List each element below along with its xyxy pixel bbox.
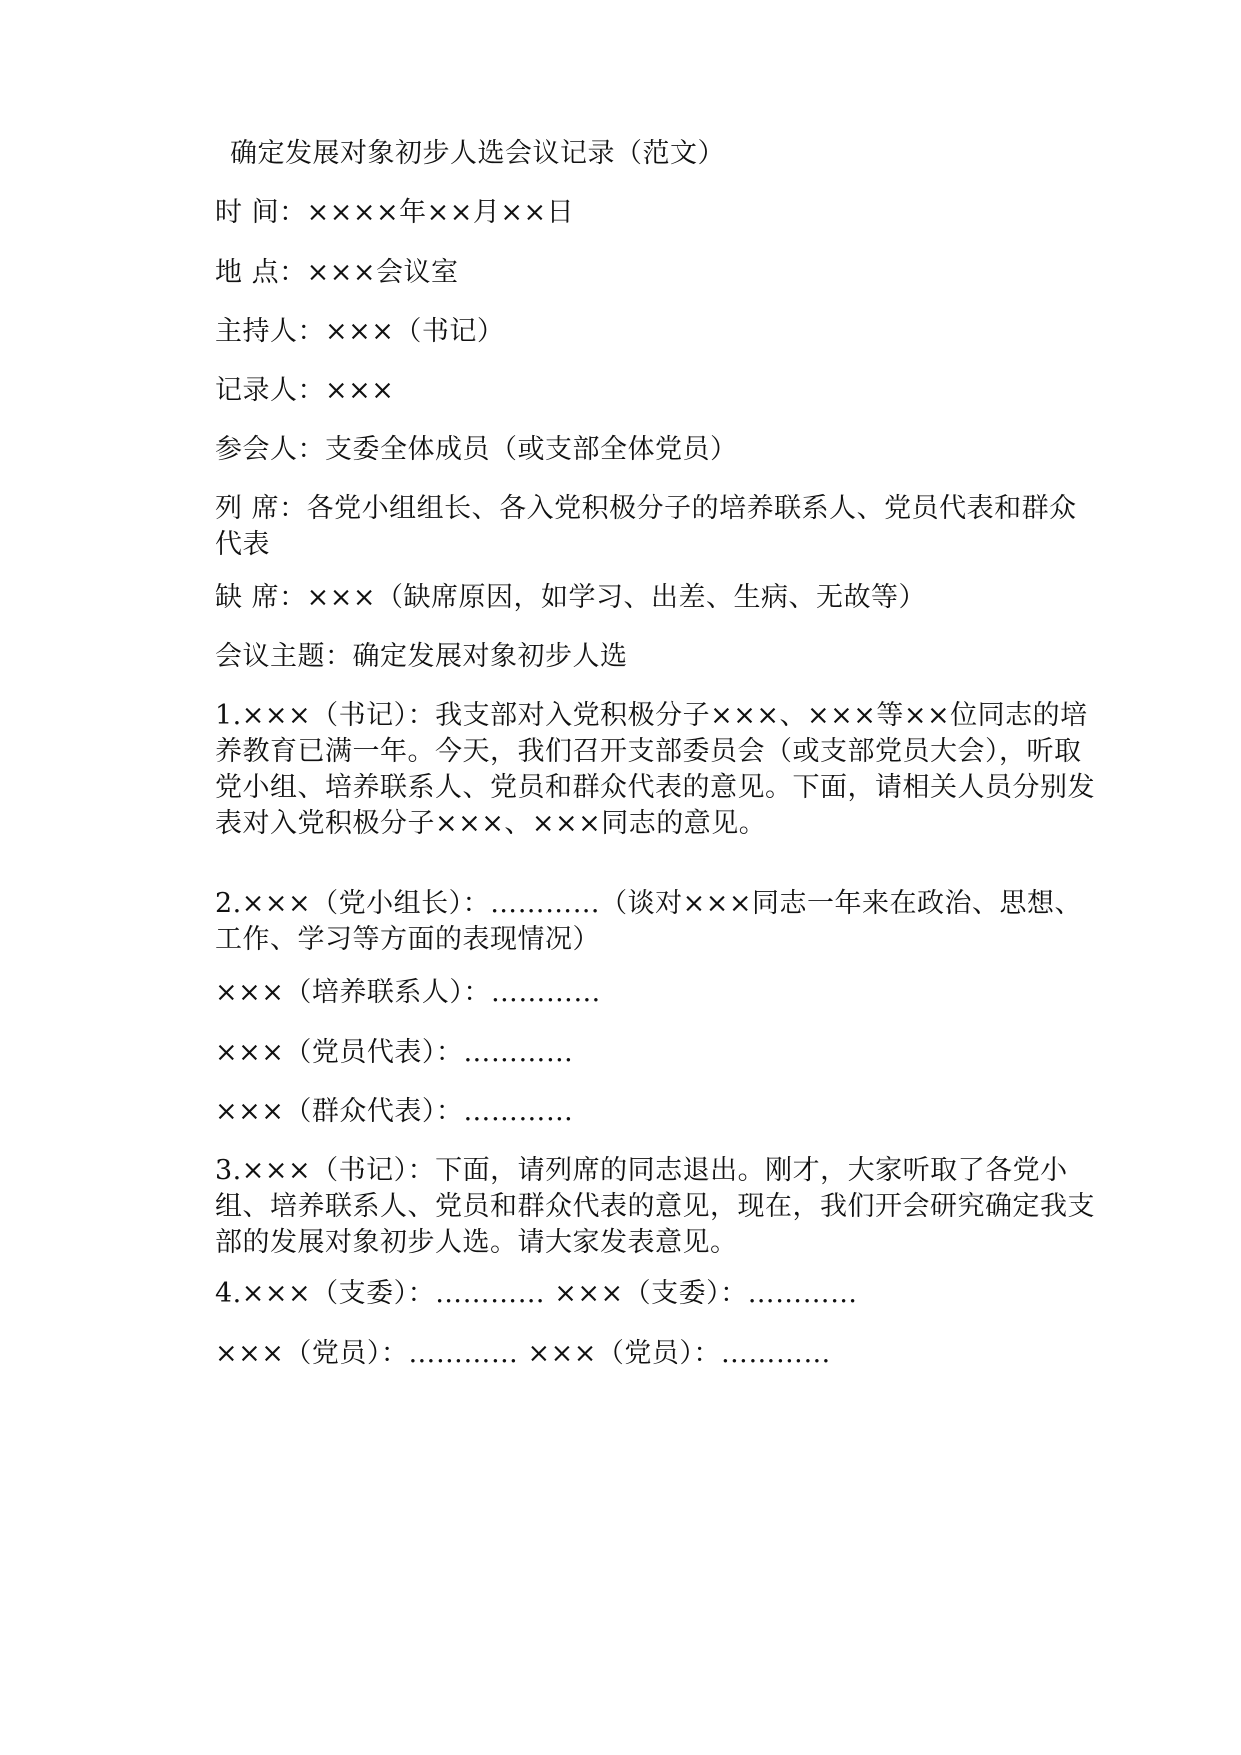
meeting-time: 时 间：××××年××月××日 bbox=[215, 197, 575, 228]
record-item-1: 1.×××（书记）：我支部对入党积极分子×××、×××等××位同志的培养教育已满一年。今天，我们召开支部委员会（或支部党员大会），听取党小组、培养联系人、党员和群众代表的意见。下面，请相关人员分别发表对入党积极分子×××、×××同志的意见。 bbox=[215, 700, 1095, 839]
document-title: 确定发展对象初步人选会议记录（范文） bbox=[230, 138, 725, 169]
meeting-participants: 参会人：支委全体成员（或支部全体党员） bbox=[215, 434, 738, 465]
record-item-2: 2.×××（党小组长）：…………（谈对×××同志一年来在政治、思想、工作、学习等方面的表现情况） bbox=[215, 888, 1082, 955]
meeting-host: 主持人：×××（书记） bbox=[215, 316, 505, 347]
record-item-3: 3.×××（书记）：下面，请列席的同志退出。刚才，大家听取了各党小组、培养联系人、党员和群众代表的意见，现在，我们开会研究确定我支部的发展对象初步人选。请大家发表意见。 bbox=[215, 1155, 1095, 1258]
record-item-members: ×××（党员）：………… ×××（党员）：………… bbox=[215, 1338, 831, 1369]
meeting-absent: 缺 席：×××（缺席原因，如学习、出差、生病、无故等） bbox=[215, 582, 926, 613]
record-item-4: 4.×××（支委）：………… ×××（支委）：………… bbox=[215, 1278, 858, 1309]
meeting-attendees: 列 席：各党小组组长、各入党积极分子的培养联系人、党员代表和群众代表 bbox=[215, 493, 1077, 560]
meeting-topic: 会议主题：确定发展对象初步人选 bbox=[215, 641, 628, 672]
meeting-place: 地 点：×××会议室 bbox=[215, 257, 459, 288]
record-item-public-rep: ×××（群众代表）：………… bbox=[215, 1096, 574, 1127]
record-item-party-rep: ×××（党员代表）：………… bbox=[215, 1037, 574, 1068]
meeting-recorder: 记录人：××× bbox=[215, 375, 395, 406]
record-item-trainer: ×××（培养联系人）：………… bbox=[215, 977, 601, 1008]
